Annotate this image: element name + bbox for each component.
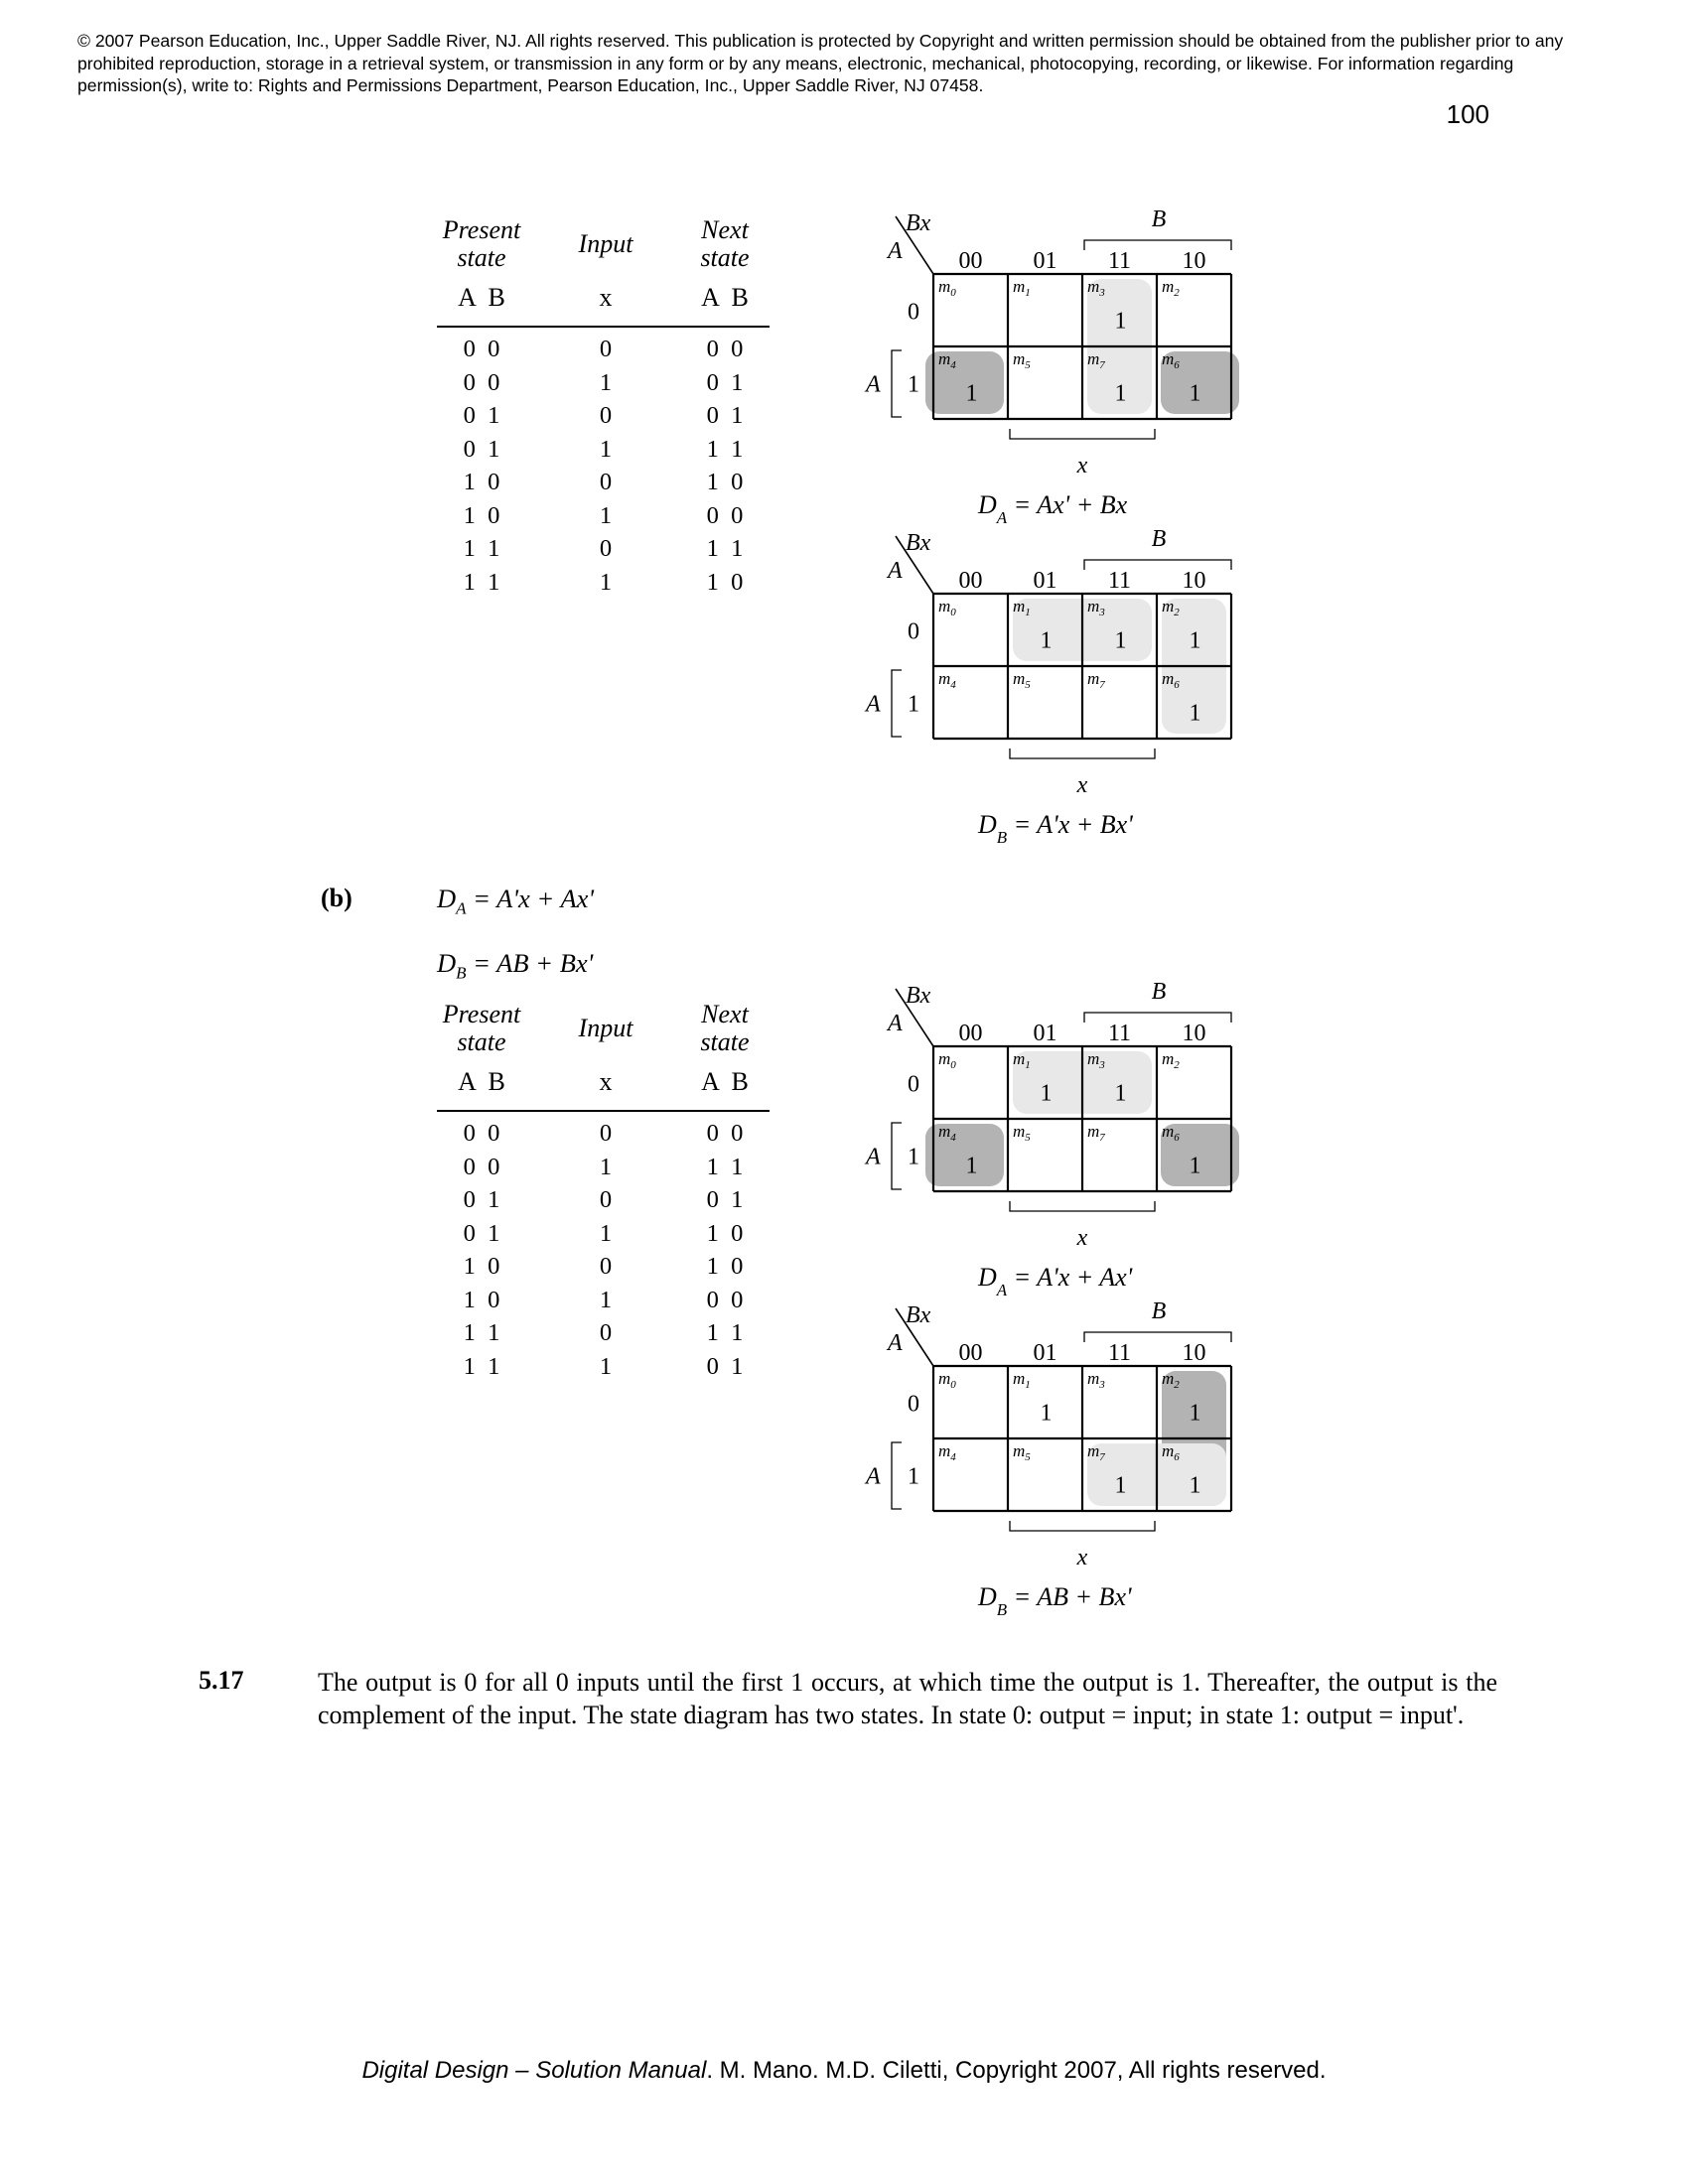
kmap-minterm-label: $m_4$ — [938, 1122, 956, 1144]
kmap-x-bracket — [1010, 749, 1155, 758]
kmap-b-bracket — [1084, 1013, 1231, 1023]
table-row — [422, 1154, 779, 1186]
table-cell-input: 1 — [599, 368, 613, 396]
kmap-cell-one: 1 — [1189, 1400, 1201, 1427]
kmap-minterm-label: $m_2$ — [1162, 1049, 1180, 1071]
input-x-header: x — [599, 283, 613, 312]
kmap-col-header: 01 — [1033, 1021, 1057, 1046]
kmap-minterm-label: $m_0$ — [938, 1049, 956, 1071]
kmap-col-header: 10 — [1182, 248, 1206, 274]
table-cell-present: 0 1 — [463, 435, 500, 463]
table-cell-next: 0 1 — [706, 402, 744, 429]
present-ab-header: A B — [458, 283, 505, 312]
table-row — [422, 1319, 779, 1352]
footer — [0, 2057, 1688, 2085]
kmap-col-header: 00 — [958, 1340, 983, 1366]
table-cell-next: 0 1 — [706, 368, 744, 396]
kmap-minterm-label: $m_0$ — [938, 1369, 956, 1391]
input-header: Input — [578, 229, 633, 258]
kmap-row-header: 0 — [908, 1071, 919, 1098]
table-cell-input: 1 — [599, 568, 613, 596]
table-cell-present: 1 0 — [463, 1286, 500, 1313]
kmap-cell-one: 1 — [1114, 1472, 1127, 1499]
kmap-col-header: 01 — [1033, 248, 1057, 274]
kmap-equation: $D_A = Ax' + Bx$ — [978, 490, 1128, 527]
table-cell-present: 1 1 — [463, 535, 500, 562]
kmap-minterm-label: $m_6$ — [1162, 349, 1180, 371]
table-cell-input: 1 — [599, 501, 613, 529]
table-cell-present: 1 0 — [463, 501, 500, 529]
kmap-minterm-label: $m_7$ — [1087, 349, 1105, 371]
kmap-x-bracket — [1010, 1201, 1155, 1211]
kmap-group — [925, 1124, 1004, 1186]
kmap-col-header: 01 — [1033, 1340, 1057, 1366]
kmap-x-label: x — [1076, 1545, 1088, 1570]
kmap-x-bracket — [1010, 429, 1155, 439]
present-ab-header: A B — [458, 1067, 505, 1096]
kmap-col-header: 00 — [958, 1021, 983, 1046]
kmap-a-row-label: A — [866, 691, 881, 718]
kmap-minterm-label: $m_6$ — [1162, 669, 1180, 691]
table-cell-input: 1 — [599, 1219, 613, 1247]
table-cell-next: 1 0 — [706, 1219, 744, 1247]
kmap-b-label: B — [1151, 206, 1167, 232]
kmap-x-label: x — [1076, 1225, 1088, 1251]
kmap-a-row-label: A — [866, 1144, 881, 1170]
table-row — [422, 502, 779, 535]
kmap-minterm-label: $m_3$ — [1087, 277, 1105, 299]
kmap-col-header: 11 — [1107, 1021, 1132, 1046]
kmap-minterm-label: $m_5$ — [1013, 1122, 1031, 1144]
kmap-a-bracket — [892, 350, 902, 417]
table-cell-present: 0 1 — [463, 1219, 500, 1247]
table-row — [422, 402, 779, 435]
table-row — [422, 1120, 779, 1153]
next-header: Next — [701, 1000, 749, 1028]
table-cell-input: 1 — [599, 1153, 613, 1180]
kmap-row-header: 1 — [908, 371, 919, 398]
kmap-cell-one: 1 — [1189, 1472, 1201, 1499]
table-cell-next: 1 1 — [706, 435, 744, 463]
kmap-minterm-label: $m_5$ — [1013, 349, 1031, 371]
kmap-minterm-label: $m_4$ — [938, 1441, 956, 1463]
next-ab-header: A B — [701, 283, 749, 312]
kmap-minterm-label: $m_3$ — [1087, 1049, 1105, 1071]
table-cell-present: 0 0 — [463, 1120, 500, 1147]
table-cell-next: 1 0 — [706, 568, 744, 596]
kmap-row-header: 1 — [908, 1463, 919, 1490]
kmap-minterm-label: $m_7$ — [1087, 1441, 1105, 1463]
kmap-col-header: 11 — [1107, 248, 1132, 274]
table-cell-present: 1 1 — [463, 1352, 500, 1380]
kmap-minterm-label: $m_0$ — [938, 277, 956, 299]
table-cell-input: 0 — [599, 1186, 613, 1213]
kmap-row-header: 0 — [908, 1391, 919, 1418]
table-cell-present: 1 1 — [463, 1319, 500, 1346]
kmap-minterm-label: $m_2$ — [1162, 597, 1180, 618]
table-row — [422, 1220, 779, 1253]
kmap-x-label: x — [1076, 772, 1088, 798]
footer-title: Digital Design – Solution Manual — [361, 2057, 707, 2084]
kmap-cell-one: 1 — [1189, 1153, 1201, 1179]
table-cell-present: 0 0 — [463, 368, 500, 396]
kmap-a-label: A — [888, 1330, 903, 1356]
kmap-bx-label: Bx — [906, 530, 931, 556]
kmap-a-row-label: A — [866, 371, 881, 398]
problem-text: The output is 0 for all 0 inputs until the first 1 occurs, at which time the output is 1. Thereafter, the output is the complement of the input. The state diagram has two states. In state 0: output = input; in state 1: output = input'. — [318, 1668, 1497, 1729]
table-rule — [437, 1110, 770, 1112]
table-cell-input: 0 — [599, 402, 613, 429]
table-cell-present: 0 1 — [463, 1186, 500, 1213]
kmap-minterm-label: $m_3$ — [1087, 1369, 1105, 1391]
kmap-col-header: 10 — [1182, 568, 1206, 594]
page-number: 100 — [1446, 99, 1489, 129]
table-cell-input: 0 — [599, 469, 613, 495]
kmap-equation: $D_A = A'x + Ax'$ — [978, 1263, 1133, 1299]
kmap-cell-one: 1 — [1114, 1080, 1127, 1107]
kmap-a-bracket — [892, 1442, 902, 1509]
table-cell-next: 1 1 — [706, 535, 744, 562]
kmap-minterm-label: $m_2$ — [1162, 1369, 1180, 1391]
kmap-minterm-label: $m_6$ — [1162, 1122, 1180, 1144]
table-cell-present: 1 0 — [463, 1253, 500, 1280]
kmap-b-bracket — [1084, 240, 1231, 250]
table-cell-next: 1 0 — [706, 469, 744, 495]
table-cell-present: 0 0 — [463, 336, 500, 362]
kmap-cell-one: 1 — [965, 1153, 978, 1179]
kmap-minterm-label: $m_1$ — [1013, 277, 1031, 299]
table-cell-input: 0 — [599, 535, 613, 562]
kmap-1 — [834, 206, 1206, 527]
kmap-a-bracket — [892, 670, 902, 737]
kmap-cell-one: 1 — [1040, 627, 1053, 654]
kmap-bx-label: Bx — [906, 210, 931, 236]
table-row — [422, 469, 779, 501]
kmap-4 — [834, 1298, 1206, 1619]
kmap-col-header: 00 — [958, 568, 983, 594]
table-cell-input: 1 — [599, 435, 613, 463]
input-header: Input — [578, 1014, 633, 1042]
table-cell-input: 0 — [599, 336, 613, 362]
table-cell-input: 0 — [599, 1253, 613, 1280]
kmap-minterm-label: $m_3$ — [1087, 597, 1105, 618]
kmap-cell-one: 1 — [1189, 380, 1201, 407]
footer-rest: . M. Mano. M.D. Ciletti, Copyright 2007, All rights reserved. — [706, 2057, 1327, 2084]
kmap-cell-one: 1 — [1114, 627, 1127, 654]
table-cell-input: 1 — [599, 1286, 613, 1313]
table-cell-next: 0 0 — [706, 1120, 744, 1147]
table-cell-next: 0 1 — [706, 1186, 744, 1213]
kmap-cell-one: 1 — [1114, 308, 1127, 335]
kmap-bx-label: Bx — [906, 983, 931, 1009]
table-row — [422, 336, 779, 368]
kmap-minterm-label: $m_1$ — [1013, 1049, 1031, 1071]
problem-number: 5.17 — [199, 1666, 244, 1695]
kmap-col-header: 00 — [958, 248, 983, 274]
kmap-row-header: 0 — [908, 299, 919, 326]
kmap-cell-one: 1 — [1040, 1080, 1053, 1107]
kmap-col-header: 10 — [1182, 1021, 1206, 1046]
table-cell-present: 0 0 — [463, 1153, 500, 1180]
table-row — [422, 1353, 779, 1386]
table-row — [422, 1186, 779, 1219]
kmap-a-label: A — [888, 238, 903, 264]
kmap-minterm-label: $m_5$ — [1013, 669, 1031, 691]
kmap-a-label: A — [888, 1011, 903, 1036]
kmap-minterm-label: $m_1$ — [1013, 597, 1031, 618]
kmap-minterm-label: $m_2$ — [1162, 277, 1180, 299]
kmap-cell-one: 1 — [1114, 380, 1127, 407]
table-cell-present: 0 1 — [463, 402, 500, 429]
kmap-minterm-label: $m_6$ — [1162, 1441, 1180, 1463]
table-cell-next: 0 0 — [706, 501, 744, 529]
kmap-row-header: 1 — [908, 691, 919, 718]
kmap-x-bracket — [1010, 1521, 1155, 1531]
kmap-col-header: 11 — [1107, 568, 1132, 594]
kmap-b-label: B — [1151, 1298, 1167, 1324]
table-cell-next: 1 1 — [706, 1153, 744, 1180]
kmap-a-row-label: A — [866, 1463, 881, 1490]
table-row — [422, 1287, 779, 1319]
table-row — [422, 436, 779, 469]
table-row — [422, 369, 779, 402]
kmap-a-bracket — [892, 1123, 902, 1189]
table-row — [422, 535, 779, 568]
kmap-bx-label: Bx — [906, 1302, 931, 1328]
table-cell-present: 1 1 — [463, 568, 500, 596]
kmap-minterm-label: $m_0$ — [938, 597, 956, 618]
kmap-3 — [834, 979, 1206, 1299]
table-cell-input: 0 — [599, 1319, 613, 1346]
kmap-col-header: 11 — [1107, 1340, 1132, 1366]
kmap-cell-one: 1 — [965, 380, 978, 407]
next-header: Next — [701, 215, 749, 244]
kmap-cell-one: 1 — [1040, 1400, 1053, 1427]
present-header-2: state — [457, 1027, 506, 1056]
table-cell-next: 1 0 — [706, 1253, 744, 1280]
copyright-notice: © 2007 Pearson Education, Inc., Upper Saddle River, NJ. All rights reserved. This publication is protected by Copyright and written permission should be obtained from the publisher prior to any prohibited reproduction, storage in a retrieval system, or transmission in any form or by any means, electronic, mechanical, photocopying, recording, or likewise. For information regarding permission(s), write to: Rights and Permissions Department, Pearson Education, Inc., Upper Saddle River, NJ 07458. — [77, 31, 1564, 95]
table-cell-next: 0 1 — [706, 1352, 744, 1380]
kmap-cell-one: 1 — [1189, 700, 1201, 727]
kmap-row-header: 1 — [908, 1144, 919, 1170]
kmap-minterm-label: $m_4$ — [938, 669, 956, 691]
kmap-minterm-label: $m_4$ — [938, 349, 956, 371]
input-x-header: x — [599, 1067, 613, 1096]
kmap-b-label: B — [1151, 526, 1167, 552]
table-cell-next: 0 0 — [706, 1286, 744, 1313]
table-cell-present: 1 0 — [463, 469, 500, 495]
kmap-b-bracket — [1084, 1332, 1231, 1342]
present-header: Present — [442, 215, 521, 244]
table-rule — [437, 326, 770, 328]
equation-db: $D_B$ = AB + Bx' — [437, 948, 594, 983]
kmap-x-label: x — [1076, 453, 1088, 478]
table-cell-input: 0 — [599, 1120, 613, 1147]
kmap-minterm-label: $m_7$ — [1087, 1122, 1105, 1144]
table-row — [422, 569, 779, 602]
part-label: (b) — [321, 884, 352, 912]
next-header-2: state — [700, 243, 750, 272]
kmap-minterm-label: $m_1$ — [1013, 1369, 1031, 1391]
present-header: Present — [442, 1000, 521, 1028]
kmap-2 — [834, 526, 1206, 847]
kmap-equation: $D_B = A'x + Bx'$ — [978, 810, 1133, 847]
kmap-minterm-label: $m_7$ — [1087, 669, 1105, 691]
kmap-row-header: 0 — [908, 618, 919, 645]
kmap-a-label: A — [888, 558, 903, 584]
kmap-b-bracket — [1084, 560, 1231, 570]
kmap-equation: $D_B$ = AB + Bx' — [978, 1582, 1132, 1619]
present-header-2: state — [457, 243, 506, 272]
table-cell-next: 0 0 — [706, 336, 744, 362]
next-ab-header: A B — [701, 1067, 749, 1096]
kmap-minterm-label: $m_5$ — [1013, 1441, 1031, 1463]
kmap-cell-one: 1 — [1189, 627, 1201, 654]
next-header-2: state — [700, 1027, 750, 1056]
kmap-group — [925, 351, 1004, 414]
kmap-b-label: B — [1151, 979, 1167, 1005]
equation-da: $D_A = A'x + Ax'$ — [437, 884, 595, 918]
kmap-col-header: 01 — [1033, 568, 1057, 594]
table-cell-input: 1 — [599, 1352, 613, 1380]
table-cell-next: 1 1 — [706, 1319, 744, 1346]
kmap-col-header: 10 — [1182, 1340, 1206, 1366]
table-row — [422, 1253, 779, 1286]
